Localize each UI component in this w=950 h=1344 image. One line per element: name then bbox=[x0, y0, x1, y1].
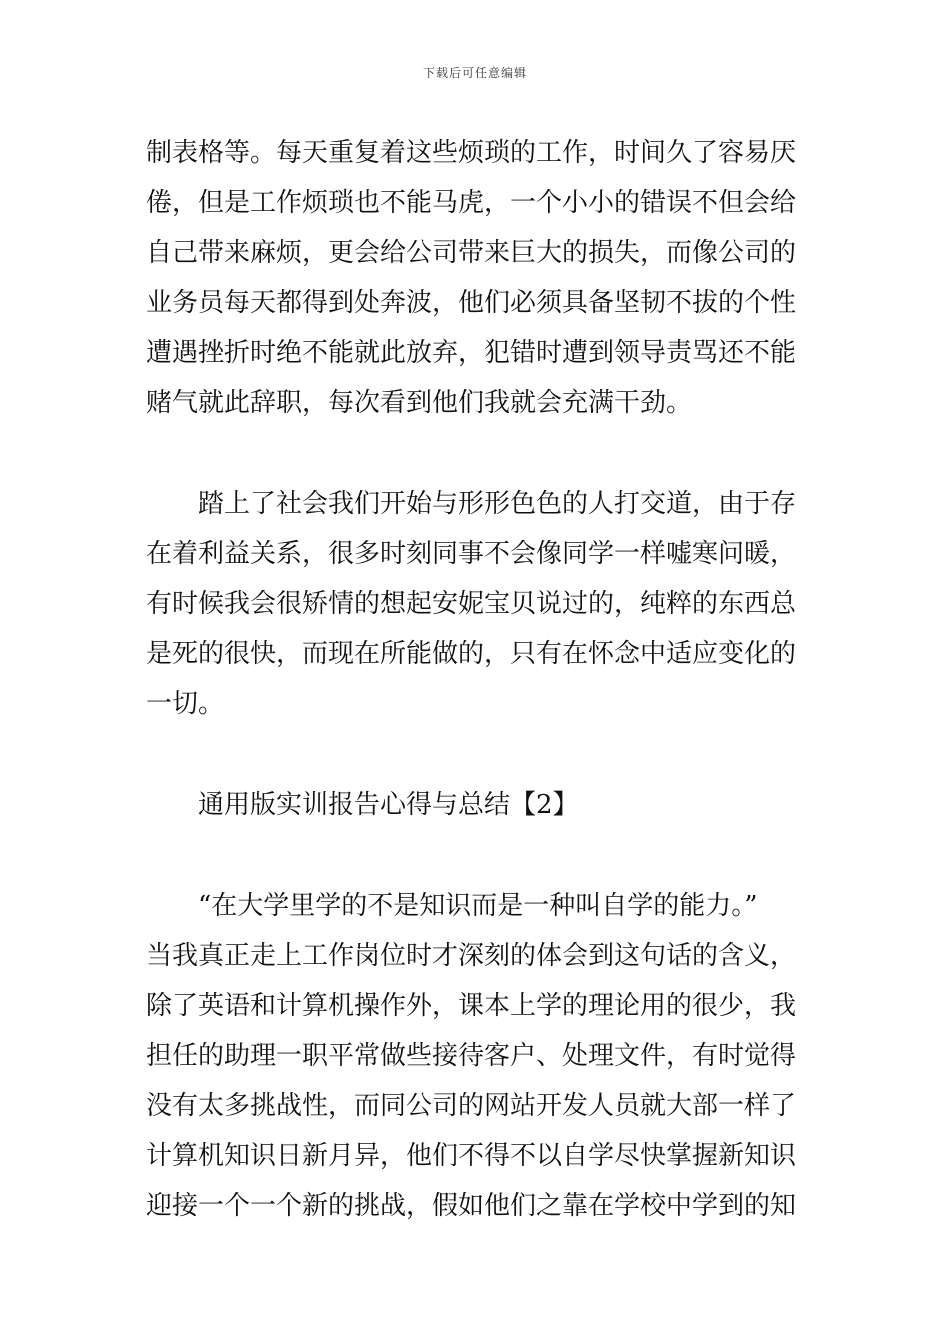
paragraph-1 bbox=[146, 128, 806, 428]
text-line: 踏上了社会我们开始与形形色色的人打交道，由于存 bbox=[198, 489, 797, 519]
text-line: 计算机知识日新月异，他们不得不以自学尽快掌握新知识 bbox=[146, 1141, 797, 1171]
text-line: 在着利益关系，很多时刻同事不会像同学一样嘘寒问暖， bbox=[146, 539, 797, 569]
paragraph-gap bbox=[146, 428, 806, 479]
text-line: 遭遇挫折时绝不能就此放弃，犯错时遭到领导责骂还不能 bbox=[146, 338, 797, 368]
text-line: 担任的助理一职平常做些接待客户、处理文件，有时觉得 bbox=[146, 1041, 797, 1071]
document-body bbox=[146, 128, 806, 1231]
text-line: 当我真正走上工作岗位时才深刻的体会到这句话的含义， bbox=[146, 941, 797, 971]
text-line: 业务员每天都得到处奔波，他们必须具备坚韧不拔的个性 bbox=[146, 288, 797, 318]
text-line: 是死的很快，而现在所能做的，只有在怀念中适应变化的 bbox=[146, 639, 797, 669]
text-line: “在大学里学的不是知识而是一种叫自学的能力。” bbox=[198, 891, 758, 921]
section-heading bbox=[146, 780, 806, 830]
paragraph-gap bbox=[146, 830, 806, 881]
text-line: 倦，但是工作烦琐也不能马虎，一个小小的错误不但会给 bbox=[146, 188, 797, 218]
text-line: 除了英语和计算机操作外，课本上学的理论用的很少，我 bbox=[146, 991, 797, 1021]
page-header: 下载后可任意编辑 bbox=[422, 66, 527, 80]
paragraph-3 bbox=[146, 881, 806, 1231]
text-line: 迎接一个一个新的挑战，假如他们之靠在学校中学到的知 bbox=[146, 1191, 797, 1221]
text-line: 一切。 bbox=[146, 689, 225, 719]
text-line: 自己带来麻烦，更会给公司带来巨大的损失，而像公司的 bbox=[146, 238, 797, 268]
paragraph-2 bbox=[146, 479, 806, 729]
text-line: 没有太多挑战性，而同公司的网站开发人员就大部一样了 bbox=[146, 1091, 797, 1121]
text-line: 赌气就此辞职，每次看到他们我就会充满干劲。 bbox=[146, 388, 693, 418]
text-line: 有时候我会很矫情的想起安妮宝贝说过的，纯粹的东西总 bbox=[146, 589, 797, 619]
section-title: 通用版实训报告心得与总结【2】 bbox=[198, 790, 579, 820]
text-line: 制表格等。每天重复着这些烦琐的工作，时间久了容易厌 bbox=[146, 138, 797, 168]
paragraph-gap bbox=[146, 729, 806, 780]
